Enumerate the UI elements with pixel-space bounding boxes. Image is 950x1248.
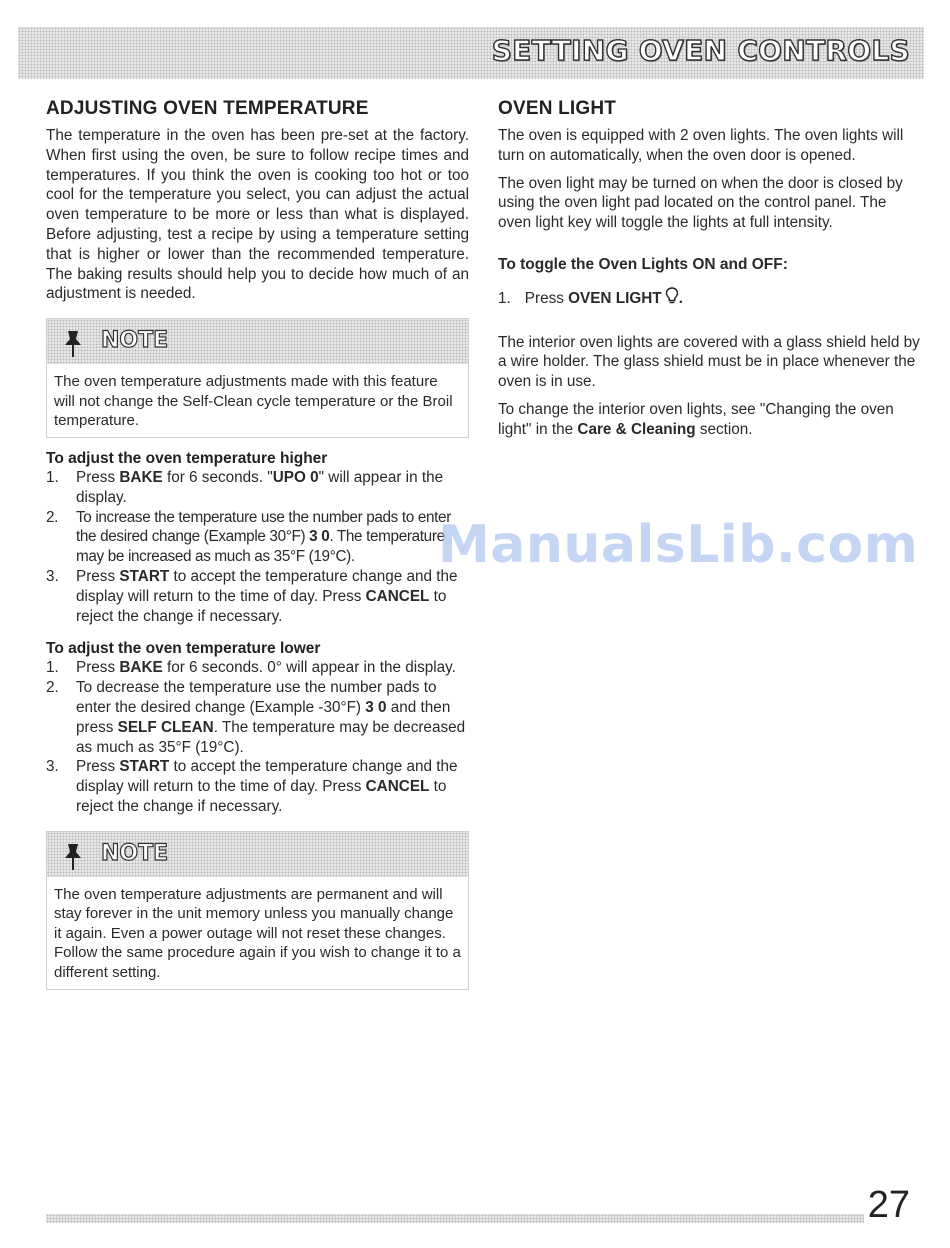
list-item: 3. Press START to accept the temperature change and the display will return to the time of day. Press CANCEL to reject the change if necessary.	[46, 567, 458, 625]
list-item: 1. Press BAKE for 6 seconds. 0° will appear in the display.	[46, 659, 456, 677]
header-band	[18, 27, 924, 79]
list-item: 1. Press BAKE for 6 seconds. "UPO 0" will appear in the display.	[46, 468, 444, 506]
footer-band	[46, 1214, 864, 1223]
list-item: 3. Press START to accept the temperature change and the display will return to the time of day. Press CANCEL to reject the change if necessary.	[46, 758, 458, 815]
intro-paragraph: The temperature in the oven has been pre-set at the factory. When first using the oven, be sure to follow recipe times and temperatures. If you think the oven is cooking too hot or too cool for the temperature you select, you can adjust the actual oven temperature to be more or less than what is displayed. Before adjusting, test a recipe by using a temperature setting that is higher or lower than the recommended temperature. The baking results should help you to decide how much of an adjustment is needed.	[46, 127, 469, 303]
pushpin-icon	[61, 327, 87, 364]
light-bulb-icon	[665, 292, 679, 309]
subheading-lower: To adjust the oven temperature lower	[46, 640, 321, 658]
subheading-higher: To adjust the oven temperature higher	[46, 449, 328, 467]
oven-light-paragraph-1: The oven is equipped with 2 oven lights. The oven lights will turn on automatically, when the oven door is opened.	[498, 127, 904, 164]
note-label: NOTE	[101, 840, 169, 866]
watermark: ManualsLib.com	[438, 515, 919, 575]
note-header	[47, 319, 468, 364]
page-number: 27	[867, 1184, 910, 1226]
oven-light-paragraph-3: The interior oven lights are covered with a glass shield held by a wire holder. The glass shield must be in place whenever the oven is in use.	[498, 333, 920, 391]
subheading-toggle-lights: To toggle the Oven Lights ON and OFF:	[498, 255, 788, 273]
steps-higher	[46, 468, 469, 626]
toggle-step: 1. Press OVEN LIGHT .	[498, 289, 683, 307]
note-text: The oven temperature adjustments are permanent and will stay forever in the unit memory unless you manually change it again. Even a power outage will not reset these changes. Follow the same procedure again if you wish to change it to a different setting.	[54, 885, 461, 982]
section-heading-adjusting: ADJUSTING OVEN TEMPERATURE	[46, 98, 369, 119]
oven-light-paragraph-4: To change the interior oven lights, see "Changing the oven light" in the Care & Cleaning section.	[498, 400, 894, 438]
note-text: The oven temperature adjustments made with this feature will not change the Self-Clean cycle temperature or the Broil temperature.	[54, 373, 453, 430]
section-heading-oven-light: OVEN LIGHT	[498, 98, 617, 119]
page-title: SETTING OVEN CONTROLS	[491, 34, 910, 67]
right-column	[498, 98, 923, 440]
note-box-1	[46, 318, 469, 438]
list-item: 2. To increase the temperature use the number pads to enter the desired change (Example 30°F) 3 0. The temperature may be increased as much as 35°F (19°C).	[46, 508, 451, 566]
steps-lower	[46, 658, 469, 816]
note-header	[47, 832, 468, 877]
note-box-2	[46, 831, 469, 990]
left-column	[46, 98, 469, 1002]
list-item: 2. To decrease the temperature use the number pads to enter the desired change (Example -30°F) 3 0 and then press SELF CLEAN. The temperature may be decreased as much as 35°F (19°C).	[46, 679, 466, 756]
oven-light-paragraph-2: The oven light may be turned on when the door is closed by using the oven light pad located on the control panel. The oven light key will toggle the lights at full intensity.	[498, 174, 903, 232]
pushpin-icon	[61, 840, 87, 877]
note-label: NOTE	[101, 328, 169, 354]
